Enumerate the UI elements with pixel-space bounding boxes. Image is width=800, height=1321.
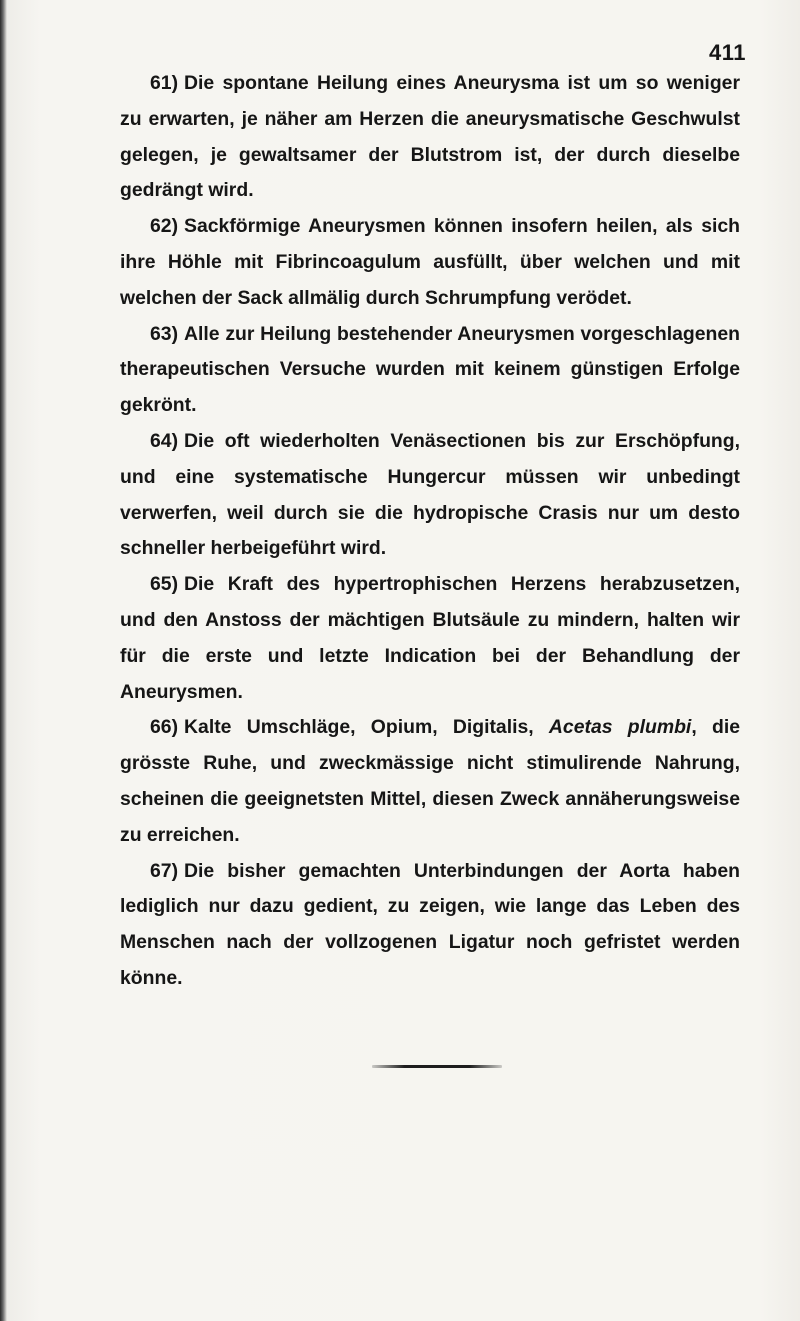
paragraph-64 [120,424,740,567]
page-number: 411 [709,40,746,65]
paragraph-text: Die bisher gemachten Unterbindungen der Aorta haben lediglich nur dazu gedient, zu zeigen, wie lange das Leben des Menschen nach der vollzogenen Ligatur noch gefristet werden könne. [120,859,740,989]
end-rule [372,1065,502,1068]
paragraph-67 [120,854,740,997]
paragraph-66 [120,710,740,853]
binding-shadow [0,0,7,1321]
paragraph-text: , die grösste Ruhe, und zweckmässige nicht stimulirende Nahrung, scheinen die geeignetsten Mittel, diesen Zweck annäherungsweise zu erreichen. [120,716,740,846]
paragraph-number: 63) [150,322,179,345]
paragraph-text: Die spontane Heilung eines Aneurysma ist um so weniger zu erwarten, je näher am Herzen die aneurysmatische Geschwulst gelegen, je gewaltsamer der Blutstrom ist, der durch dieselbe gedrängt wird. [120,72,740,202]
paragraph-text: Sackförmige Aneurysmen können insofern heilen, als sich ihre Höhle mit Fibrincoagulum ausfüllt, über welchen und mit welchen der Sack allmälig durch Schrumpfung verödet. [120,215,740,309]
paragraph-text: Alle zur Heilung bestehender Aneurysmen vorgeschlagenen therapeutischen Versuche wurden mit keinem günstigen Erfolge gekrönt. [120,322,740,417]
paragraph-number: 66) [150,716,179,739]
body-text [120,66,740,997]
paragraph-text: Die Kraft des hypertrophischen Herzens herabzusetzen, und den Anstoss der mächtigen Blutsäule zu mindern, halten wir für die erste und letzte Indication bei der Behandlung der Aneurysmen. [120,573,740,703]
paragraph-text: Kalte Umschläge, Opium, Digitalis, [184,716,534,739]
paragraph-number: 61) [150,72,179,94]
paragraph-number: 65) [150,573,179,596]
paragraph-63 [120,317,740,424]
paragraph-61 [120,66,740,209]
paragraph-text-italic: Acetas plumbi [548,716,692,739]
paragraph-62 [120,209,740,316]
paragraph-65 [120,567,740,710]
paragraph-number: 67) [150,859,179,882]
paragraph-number: 62) [150,215,179,238]
paragraph-number: 64) [150,429,179,452]
paragraph-text: Die oft wiederholten Venäsectionen bis zur Erschöpfung, und eine systematische Hungercur müssen wir unbedingt verwerfen, weil durch sie die hydropische Crasis nur um desto schneller herbeigeführt wird. [120,429,740,560]
